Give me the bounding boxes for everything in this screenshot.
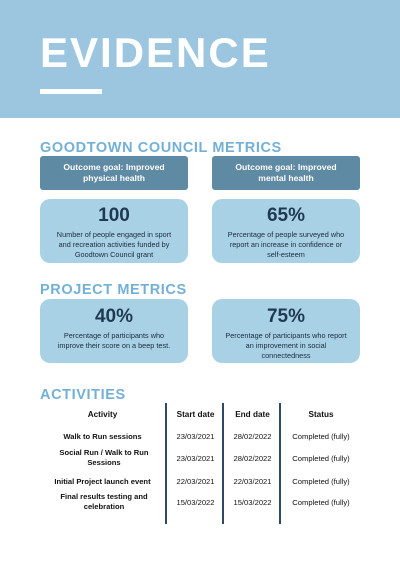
- council-metrics-heading: GOODTOWN COUNCIL METRICS: [40, 140, 282, 156]
- page-title: EVIDENCE: [40, 29, 271, 76]
- metric-value: 40%: [94, 306, 134, 327]
- start-date: 23/03/2021: [176, 432, 215, 441]
- metric-value: 75%: [266, 306, 306, 327]
- project-metrics-heading: PROJECT METRICS: [40, 282, 187, 298]
- start-date: 23/03/2021: [176, 454, 215, 463]
- status: Completed (fully): [292, 477, 350, 486]
- metric-description: Number of people engaged in sport and recreation activities funded by Goodtown Council grant: [56, 230, 172, 260]
- end-date: 28/02/2022: [233, 454, 272, 463]
- start-date: 15/03/2022: [176, 498, 215, 507]
- end-date: 15/03/2022: [233, 498, 272, 507]
- activity-name: Social Run / Walk to Run Sessions: [59, 448, 149, 468]
- column-divider: [165, 403, 167, 524]
- end-date: 22/03/2021: [233, 477, 272, 486]
- metric-description: Percentage of participants who improve their score on a beep test.: [57, 331, 171, 351]
- activity-name: Initial Project launch event: [54, 477, 151, 486]
- metric-value: 65%: [266, 205, 306, 226]
- metric-card-social-connectedness: [212, 299, 360, 363]
- status: Completed (fully): [292, 432, 350, 441]
- column-header-start-date: Start date: [176, 410, 215, 419]
- activity-name: Walk to Run sessions: [63, 432, 142, 441]
- metric-card-people-engaged: [40, 199, 188, 263]
- metric-description: Percentage of people surveyed who report an increase in confidence or self-esteem: [227, 230, 345, 260]
- metric-card-beep-test: [40, 299, 188, 363]
- activity-name: Final results testing and celebration: [60, 492, 148, 512]
- status: Completed (fully): [292, 498, 350, 507]
- column-header-end-date: End date: [235, 410, 270, 419]
- status: Completed (fully): [292, 454, 350, 463]
- metric-card-confidence: [212, 199, 360, 263]
- goal-physical-health: [40, 156, 188, 190]
- end-date: 28/02/2022: [233, 432, 272, 441]
- title-underline: [40, 89, 102, 94]
- metric-value: 100: [98, 205, 130, 226]
- metric-description: Percentage of participants who report an improvement in social connectedness: [225, 331, 347, 361]
- start-date: 22/03/2021: [176, 477, 215, 486]
- goal-label: Outcome goal: Improved mental health: [235, 161, 337, 183]
- column-header-status: Status: [308, 410, 334, 419]
- header-banner: [0, 0, 400, 118]
- goal-mental-health: [212, 156, 360, 190]
- activities-heading: ACTIVITIES: [40, 387, 126, 403]
- column-header-activity: Activity: [87, 410, 118, 419]
- goal-label: Outcome goal: Improved physical health: [63, 161, 165, 183]
